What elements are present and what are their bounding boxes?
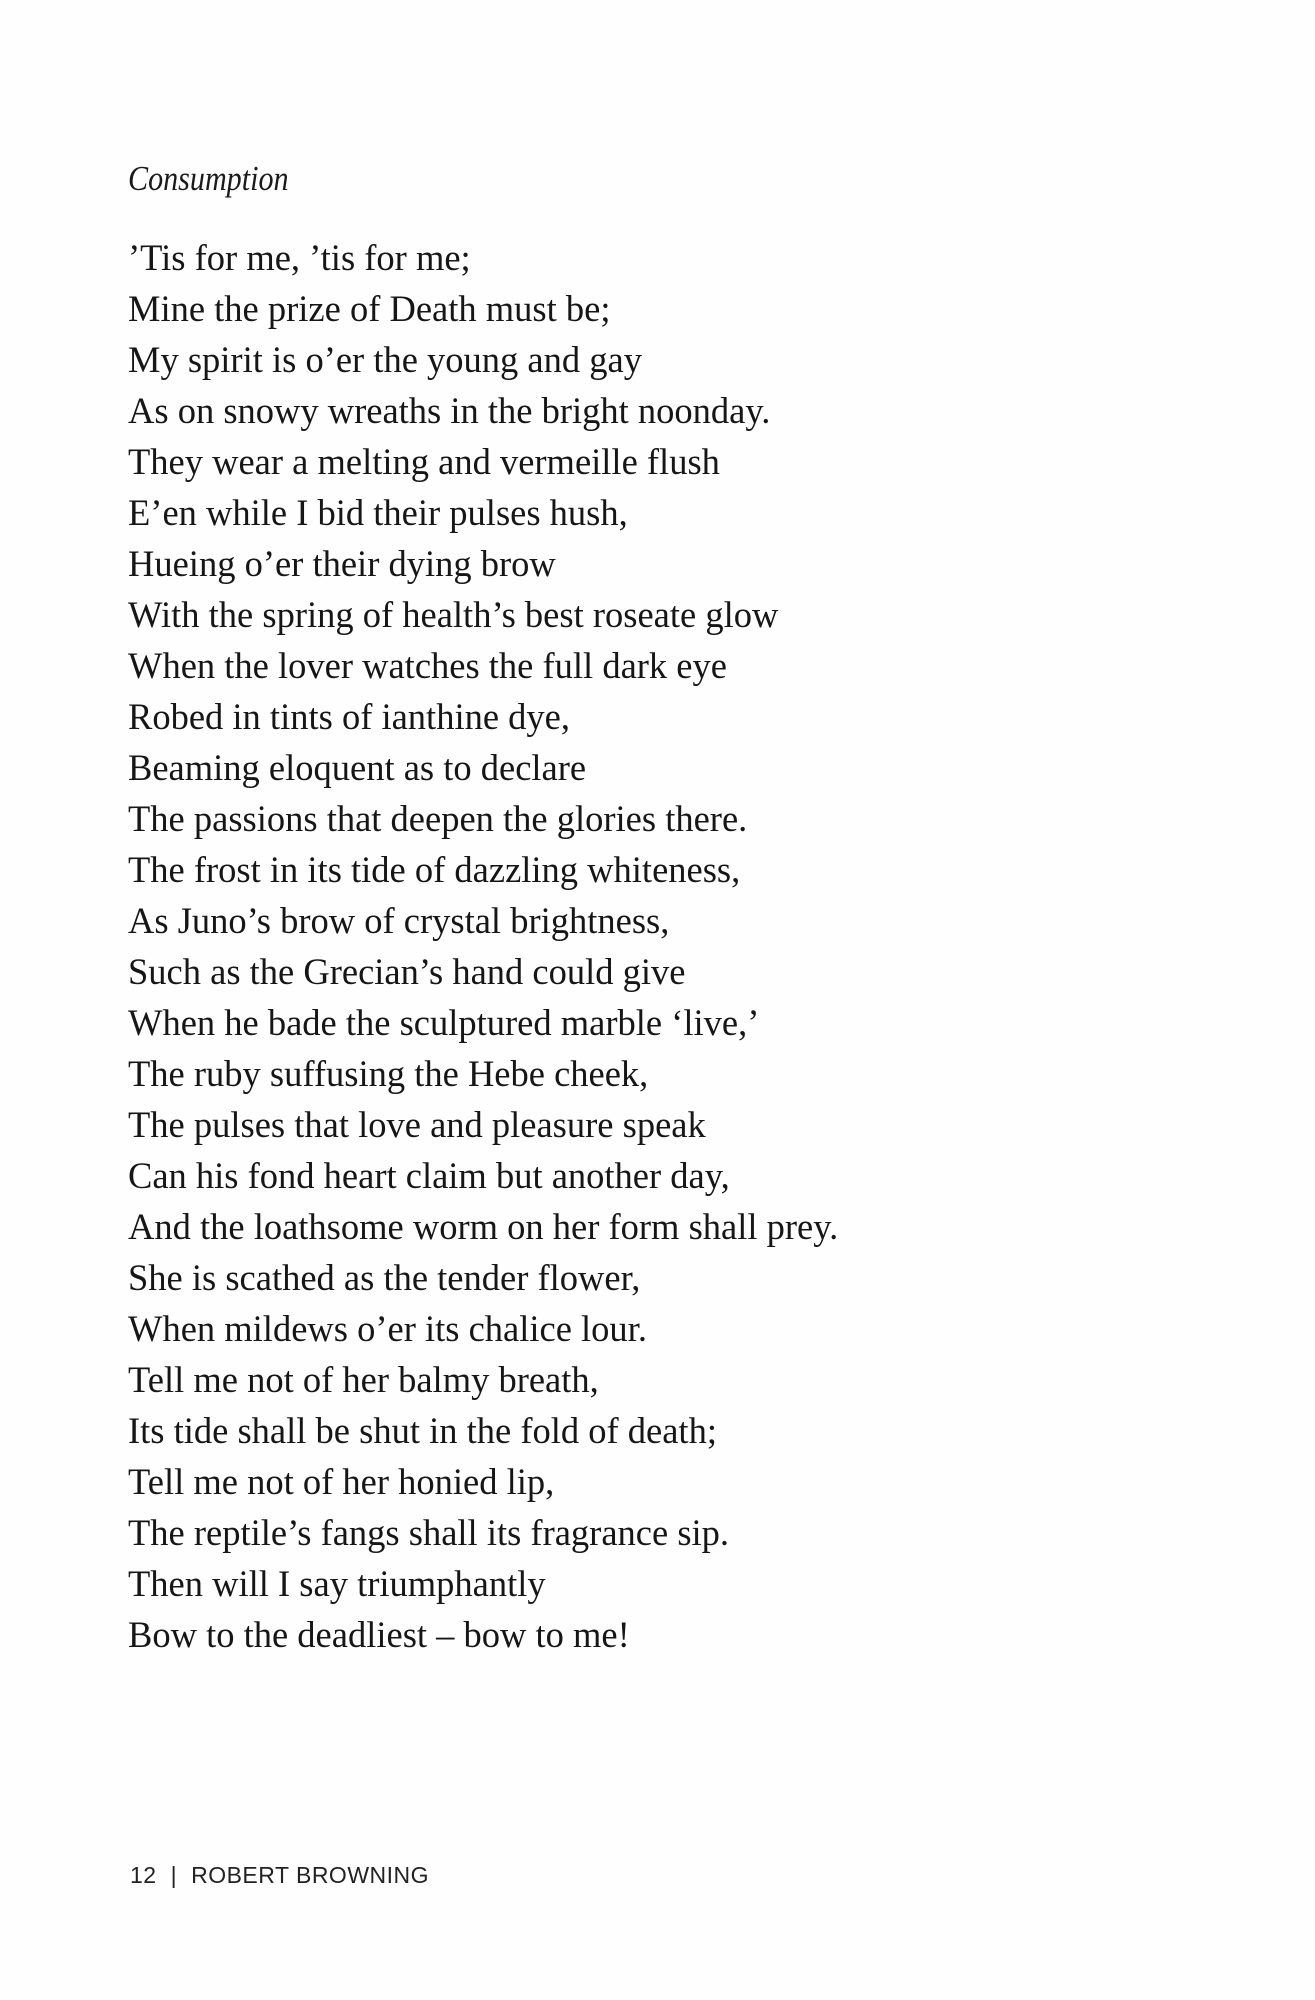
footer-separator: |	[170, 1862, 178, 1888]
poem-line: Robed in tints of ianthine dye,	[128, 696, 570, 737]
poem-line: Mine the prize of Death must be;	[128, 288, 611, 329]
poem-line: And the loathsome worm on her form shall prey.	[128, 1206, 839, 1247]
poem-line: Tell me not of her balmy breath,	[128, 1359, 599, 1400]
poem-title: Consumption	[128, 159, 289, 198]
poem-line: E’en while I bid their pulses hush,	[128, 492, 628, 533]
poem-line: When the lover watches the full dark eye	[128, 645, 727, 686]
poem-body	[128, 232, 838, 1660]
poem-line: Beaming eloquent as to declare	[128, 747, 587, 788]
poem-line: With the spring of health’s best roseate glow	[128, 594, 779, 635]
poem-line: Its tide shall be shut in the fold of death;	[128, 1410, 717, 1451]
poem-line: When mildews o’er its chalice lour.	[128, 1308, 647, 1349]
poem-line: Hueing o’er their dying brow	[128, 543, 556, 584]
poem-line: When he bade the sculptured marble ‘live,’	[128, 1002, 760, 1043]
page-number: 12	[130, 1862, 157, 1888]
poem-line: Bow to the deadliest – bow to me!	[128, 1614, 630, 1655]
running-head: ROBERT BROWNING	[191, 1862, 430, 1888]
poem-line: They wear a melting and vermeille flush	[128, 441, 720, 482]
poem-line: Tell me not of her honied lip,	[128, 1461, 555, 1502]
poem-line: She is scathed as the tender flower,	[128, 1257, 641, 1298]
poem-line: The frost in its tide of dazzling whiteness,	[128, 849, 741, 890]
poem-line: As Juno’s brow of crystal brightness,	[128, 900, 670, 941]
poem-line: The ruby suffusing the Hebe cheek,	[128, 1053, 649, 1094]
poem-line: My spirit is o’er the young and gay	[128, 339, 642, 380]
poem-line: The passions that deepen the glories there.	[128, 798, 748, 839]
poem-line: ’Tis for me, ’tis for me;	[128, 237, 471, 278]
poem-line: Such as the Grecian’s hand could give	[128, 951, 686, 992]
poem-line: The reptile’s fangs shall its fragrance sip.	[128, 1512, 730, 1553]
poem-line: The pulses that love and pleasure speak	[128, 1104, 706, 1145]
poem-line: Can his fond heart claim but another day,	[128, 1155, 730, 1196]
poem-line: As on snowy wreaths in the bright noonday.	[128, 390, 771, 431]
page-footer	[130, 1860, 429, 1890]
poem-line: Then will I say triumphantly	[128, 1563, 546, 1604]
